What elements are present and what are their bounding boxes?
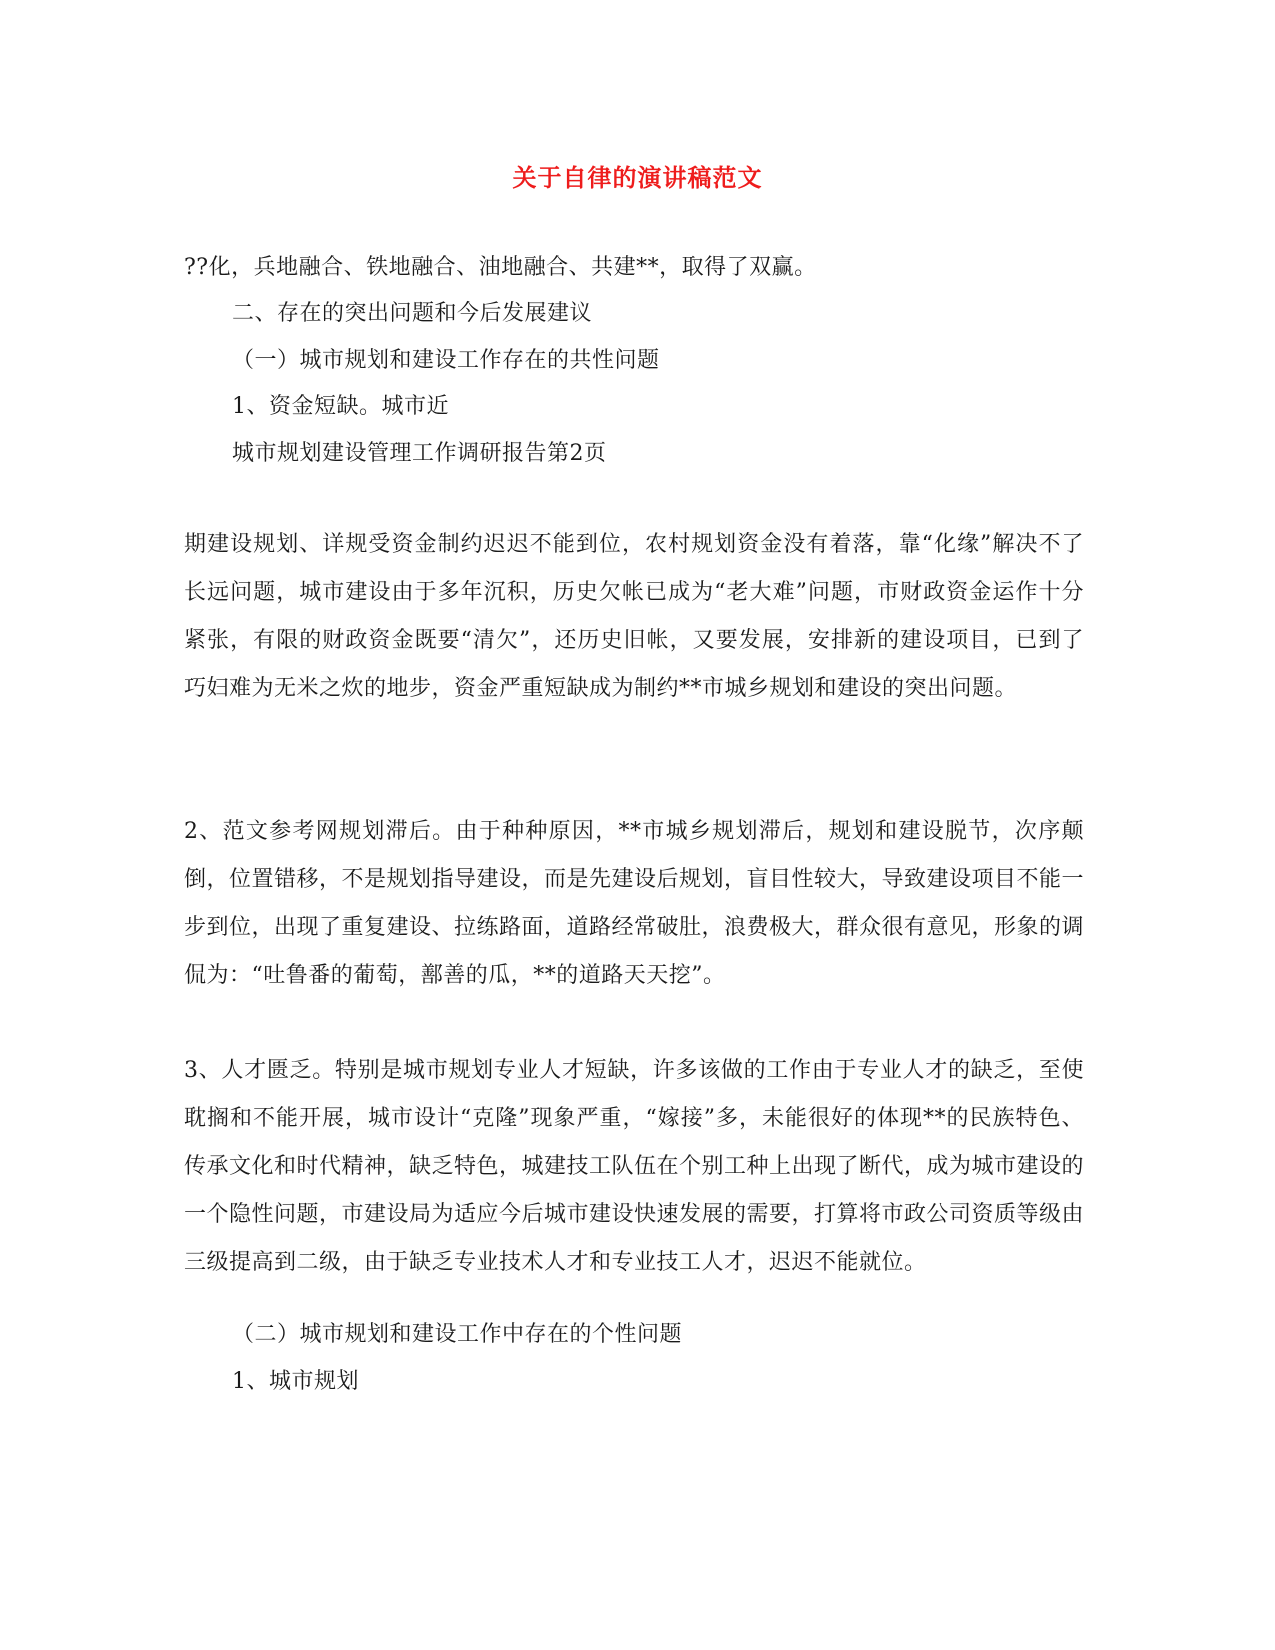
page-header-line: 城市规划建设管理工作调研报告第2页	[232, 441, 607, 466]
section-heading: 二、存在的突出问题和今后发展建议	[232, 301, 593, 326]
subsection-heading-2: （二）城市规划和建设工作中存在的个性问题	[232, 1322, 683, 1347]
item-heading-1: 1、资金短缺。城市近	[232, 394, 449, 419]
paragraph-planning: 2、范文参考网规划滞后。由于种种原因，**市城乡规划滞后，规划和建设脱节，次序颠倒，位置错移，不是规划指导建设，而是先建设后规划，盲目性较大，导致建设项目不能一步到位，出现了重复建设、拉练路面，道路经常破肚，浪费极大，群众很有意见，形象的调侃为：“吐鲁番的葡萄，鄯善的瓜，**的道路天天挖”。	[184, 819, 1085, 988]
subsection-heading: （一）城市规划和建设工作存在的共性问题	[232, 348, 660, 373]
paragraph-talent: 3、人才匮乏。特别是城市规划专业人才短缺，许多该做的工作由于专业人才的缺乏，至使耽搁和不能开展，城市设计“克隆”现象严重，“嫁接”多，未能很好的体现**的民族特色、传承文化和时代精神，缺乏特色，城建技工队伍在个别工种上出现了断代，成为城市建设的一个隐性问题，市建设局为适应今后城市建设快速发展的需要，打算将市政公司资质等级由三级提高到二级，由于缺乏专业技术人才和专业技工人才，迟迟不能就位。	[184, 1058, 1085, 1275]
text-line-1: ??化，兵地融合、铁地融合、油地融合、共建**，取得了双赢。	[184, 255, 817, 280]
document-title: 关于自律的演讲稿范文	[512, 163, 763, 192]
paragraph-funding: 期建设规划、详规受资金制约迟迟不能到位，农村规划资金没有着落，靠“化缘”解决不了长远问题，城市建设由于多年沉积，历史欠帐已成为“老大难”问题，市财政资金运作十分紧张，有限的财政资金既要“清欠”，还历史旧帐，又要发展，安排新的建设项目，已到了巧妇难为无米之炊的地步，资金严重短缺成为制约**市城乡规划和建设的突出问题。	[184, 532, 1084, 701]
item-heading-2: 1、城市规划	[232, 1369, 359, 1394]
